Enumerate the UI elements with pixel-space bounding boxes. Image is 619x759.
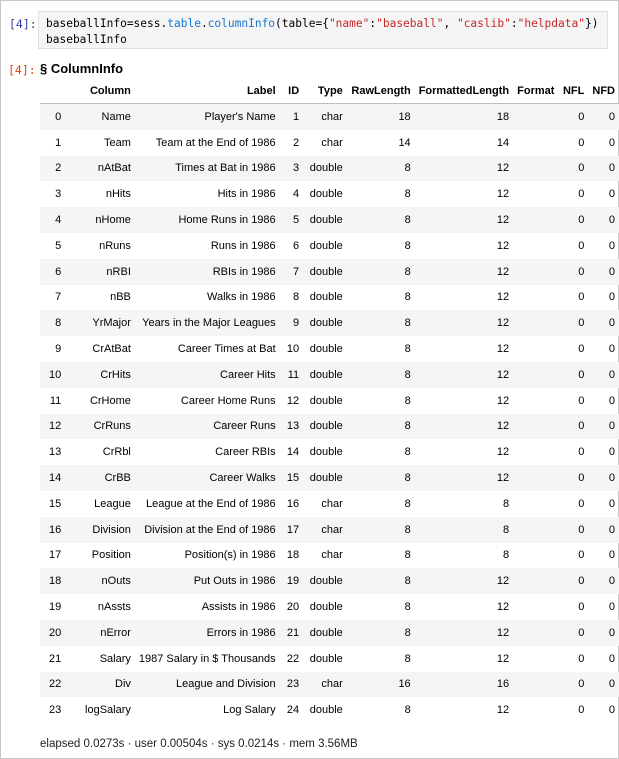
table-cell: 8: [404, 291, 411, 304]
table-cell: [513, 697, 558, 723]
table-cell: 8: [293, 291, 300, 304]
column-header: [40, 79, 65, 104]
table-cell: 13: [280, 414, 304, 440]
table-row: [40, 620, 619, 646]
table-cell: 12: [415, 414, 513, 440]
table-cell: 0: [588, 310, 619, 336]
table-cell: 0: [588, 362, 619, 388]
table-cell: nHits: [105, 188, 131, 201]
table-cell: 0: [588, 465, 619, 491]
table-cell: 17: [280, 517, 304, 543]
table-cell: 8: [347, 156, 415, 182]
table-cell: League and Division: [135, 672, 280, 698]
table-cell: 0: [578, 446, 585, 459]
table-cell: 23: [49, 704, 62, 717]
table-row: [40, 336, 619, 362]
table-row: [40, 543, 619, 569]
table-row: [40, 130, 619, 156]
table-cell: Position: [91, 549, 131, 562]
column-header: NFL: [558, 79, 588, 104]
table-cell: 5: [280, 207, 304, 233]
table-cell: League: [94, 497, 131, 510]
table-cell: [513, 130, 558, 156]
table-cell: 0: [608, 136, 615, 149]
table-cell: 0: [588, 414, 619, 440]
table-cell: char: [303, 517, 347, 543]
table-cell: double: [309, 394, 343, 407]
table-cell: 3: [55, 188, 62, 201]
table-cell: [513, 181, 558, 207]
table-body: [40, 104, 619, 724]
table-cell: 7: [280, 259, 304, 285]
table-cell: 8: [404, 446, 411, 459]
table-cell: 0: [588, 517, 619, 543]
code-line-2: baseballInfo: [46, 33, 127, 46]
code-cell[interactable]: [38, 11, 608, 49]
table-cell: 12: [496, 704, 510, 717]
table-cell: logSalary: [85, 704, 131, 717]
table-cell: double: [309, 343, 343, 356]
table-cell: 14: [496, 136, 510, 149]
table-row: [40, 310, 619, 336]
table-cell: double: [303, 207, 347, 233]
table-cell: 12: [496, 601, 510, 614]
table-cell: [513, 620, 558, 646]
table-cell: double: [303, 414, 347, 440]
table-cell: RBIs in 1986: [135, 259, 280, 285]
table-cell: 8: [404, 601, 411, 614]
code-token: baseballInfo=sess.: [46, 17, 168, 30]
table-cell: 8: [347, 568, 415, 594]
table-cell: Division at the End of 1986: [135, 517, 280, 543]
table-cell: 8: [404, 394, 411, 407]
table-cell: 12: [415, 156, 513, 182]
table-cell: 0: [578, 394, 585, 407]
table-cell: 0: [608, 188, 615, 201]
table-cell: double: [303, 568, 347, 594]
table-cell: nOuts: [65, 568, 135, 594]
table-cell: 12: [286, 394, 300, 407]
table-cell: 23: [280, 672, 304, 698]
table-cell: 0: [578, 239, 585, 252]
table-cell: 8: [503, 549, 510, 562]
table-cell: 0: [558, 362, 588, 388]
table-cell: 16: [347, 672, 415, 698]
table-cell: 8: [415, 517, 513, 543]
table-cell: 19: [49, 601, 62, 614]
table-cell: 0: [608, 394, 615, 407]
table-cell: 0: [558, 620, 588, 646]
table-cell: 12: [496, 394, 510, 407]
table-cell: 18: [415, 104, 513, 130]
table-cell: 12: [496, 239, 510, 252]
table-cell: double: [309, 239, 343, 252]
table-cell: CrRuns: [65, 414, 135, 440]
table-cell: [513, 233, 558, 259]
table-cell: 0: [558, 259, 588, 285]
table-cell: 8: [347, 517, 415, 543]
code-token: "name": [328, 17, 370, 30]
table-cell: double: [309, 704, 343, 717]
table-cell: double: [303, 620, 347, 646]
table-cell: [513, 672, 558, 698]
table-cell: 0: [608, 239, 615, 252]
table-cell: 8: [503, 497, 510, 510]
table-cell: 0: [608, 497, 615, 510]
table-cell: 13: [49, 446, 62, 459]
table-cell: 12: [496, 652, 510, 665]
table-cell: [513, 568, 558, 594]
table-cell: 16: [415, 672, 513, 698]
table-cell: [513, 362, 558, 388]
column-header: Type: [303, 79, 347, 104]
table-cell: char: [321, 497, 343, 510]
table-cell: [513, 517, 558, 543]
table-cell: 1: [55, 136, 62, 149]
table-cell: Career Runs: [135, 414, 280, 440]
code-line-1: [46, 17, 598, 30]
table-cell: 0: [588, 207, 619, 233]
table-cell: 8: [404, 343, 411, 356]
table-cell: 0: [578, 343, 585, 356]
table-cell: Errors in 1986: [135, 620, 280, 646]
table-row: [40, 672, 619, 698]
table-cell: 0: [558, 517, 588, 543]
column-header: Label: [135, 79, 280, 104]
table-cell: Career RBIs: [215, 446, 276, 459]
table-cell: 0: [578, 704, 585, 717]
table-cell: [513, 414, 558, 440]
table-cell: 8: [404, 188, 411, 201]
table-cell: CrHits: [65, 362, 135, 388]
table-cell: nRBI: [65, 259, 135, 285]
table-cell: 0: [578, 188, 585, 201]
table-cell: 8: [347, 465, 415, 491]
table-cell: 0: [40, 104, 65, 130]
table-row: [40, 285, 619, 311]
table-cell: double: [309, 601, 343, 614]
table-cell: double: [309, 188, 343, 201]
table-cell: Division: [65, 517, 135, 543]
table-cell: 8: [404, 652, 411, 665]
table-cell: 8: [404, 549, 411, 562]
table-cell: Position(s) in 1986: [184, 549, 276, 562]
table-cell: 8: [347, 362, 415, 388]
table-row: [40, 414, 619, 440]
table-cell: Team: [103, 136, 131, 149]
table-cell: CrHome: [89, 394, 131, 407]
table-cell: 9: [280, 310, 304, 336]
table-cell: 4: [40, 207, 65, 233]
table-cell: 0: [558, 414, 588, 440]
table-cell: CrRbl: [102, 446, 131, 459]
table-cell: 22: [286, 652, 300, 665]
table-cell: 18: [286, 549, 300, 562]
table-cell: Name: [65, 104, 135, 130]
table-cell: 3: [280, 156, 304, 182]
table-cell: 0: [588, 568, 619, 594]
code-token: }): [584, 17, 599, 30]
code-token: :: [510, 17, 518, 30]
table-cell: double: [303, 465, 347, 491]
input-prompt: [4]:: [9, 17, 37, 31]
table-cell: [513, 491, 558, 517]
column-header: NFD: [588, 79, 619, 104]
table-cell: 20: [286, 601, 300, 614]
table-cell: 6: [293, 239, 300, 252]
table-cell: double: [303, 310, 347, 336]
table-cell: [513, 156, 558, 182]
table-cell: 0: [608, 601, 615, 614]
table-cell: 8: [347, 207, 415, 233]
table-cell: 2: [293, 136, 300, 149]
table-cell: [513, 336, 558, 362]
table-cell: CrAtBat: [92, 343, 131, 356]
table-cell: nHome: [65, 207, 135, 233]
table-cell: 14: [398, 136, 411, 149]
table-cell: 12: [415, 568, 513, 594]
table-cell: 9: [55, 343, 62, 356]
table-cell: 12: [40, 414, 65, 440]
table-row: [40, 697, 619, 723]
table-cell: 0: [608, 652, 615, 665]
table-cell: 14: [286, 446, 300, 459]
table-cell: Assists in 1986: [201, 601, 276, 614]
table-cell: 0: [578, 497, 585, 510]
table-cell: 0: [578, 652, 585, 665]
table-row: [40, 104, 619, 130]
table-cell: YrMajor: [65, 310, 135, 336]
table-cell: Career Walks: [135, 465, 280, 491]
table-row: [40, 439, 619, 465]
table-cell: Times at Bat in 1986: [135, 156, 280, 182]
table-cell: 14: [40, 465, 65, 491]
table-cell: Div: [65, 672, 135, 698]
code-token: ,: [443, 17, 457, 30]
table-cell: char: [321, 136, 343, 149]
table-row: [40, 517, 619, 543]
table-row: [40, 207, 619, 233]
table-row: [40, 362, 619, 388]
table-cell: 0: [578, 136, 585, 149]
table-cell: 12: [415, 465, 513, 491]
table-cell: Put Outs in 1986: [135, 568, 280, 594]
columninfo-table: [40, 79, 619, 723]
table-cell: 12: [415, 362, 513, 388]
table-cell: 15: [280, 465, 304, 491]
table-cell: Career Times at Bat: [177, 343, 276, 356]
table-cell: League at the End of 1986: [146, 497, 276, 510]
table-cell: 8: [347, 310, 415, 336]
table-cell: 19: [280, 568, 304, 594]
timing-footer: elapsed 0.0273s · user 0.00504s · sys 0.0214s · mem 3.56MB: [40, 738, 358, 750]
code-token: .: [200, 17, 208, 30]
table-cell: Walks in 1986: [206, 291, 276, 304]
table-cell: Career Hits: [135, 362, 280, 388]
table-cell: double: [309, 291, 343, 304]
table-row: [40, 233, 619, 259]
table-cell: 0: [578, 291, 585, 304]
output-prompt: [4]:: [8, 63, 36, 77]
table-cell: 0: [558, 672, 588, 698]
table-cell: 0: [558, 207, 588, 233]
table-row: [40, 568, 619, 594]
table-cell: 15: [49, 497, 62, 510]
table-cell: 0: [558, 156, 588, 182]
table-cell: char: [303, 672, 347, 698]
table-cell: 21: [280, 620, 304, 646]
table-cell: [513, 646, 558, 672]
table-cell: [513, 543, 558, 569]
table-cell: Salary: [99, 652, 131, 665]
output-title: § ColumnInfo: [40, 61, 124, 76]
table-cell: 0: [608, 549, 615, 562]
table-cell: 8: [347, 414, 415, 440]
table-row: [40, 181, 619, 207]
table-cell: 16: [286, 497, 300, 510]
table-row: [40, 594, 619, 620]
table-cell: [513, 104, 558, 130]
table-cell: 8: [40, 310, 65, 336]
table-cell: char: [321, 549, 343, 562]
column-header: FormattedLength: [415, 79, 513, 104]
table-cell: Home Runs in 1986: [135, 207, 280, 233]
table-cell: 0: [558, 465, 588, 491]
table-cell: 0: [608, 704, 615, 717]
table-cell: 0: [578, 601, 585, 614]
table-cell: Career Home Runs: [180, 394, 276, 407]
table-row: [40, 646, 619, 672]
table-cell: Player's Name: [135, 104, 280, 130]
table-cell: 22: [40, 672, 65, 698]
column-header: ID: [280, 79, 304, 104]
table-cell: 0: [578, 549, 585, 562]
table-cell: [513, 259, 558, 285]
table-cell: 12: [496, 446, 510, 459]
table-cell: double: [303, 259, 347, 285]
code-token: table: [167, 17, 201, 30]
table-cell: 20: [40, 620, 65, 646]
table-cell: nError: [65, 620, 135, 646]
table-cell: 6: [40, 259, 65, 285]
table-cell: [513, 285, 558, 311]
table-cell: nRuns: [99, 239, 131, 252]
table-cell: 8: [347, 259, 415, 285]
table-cell: double: [309, 652, 343, 665]
table-cell: 0: [588, 620, 619, 646]
table-cell: 7: [55, 291, 62, 304]
code-token: "baseball": [376, 17, 444, 30]
table-cell: nBB: [110, 291, 131, 304]
table-cell: Log Salary: [223, 704, 276, 717]
code-token: (table={: [275, 17, 329, 30]
table-cell: 11: [49, 394, 62, 407]
table-row: [40, 259, 619, 285]
table-cell: 0: [608, 446, 615, 459]
table-cell: 17: [49, 549, 62, 562]
table-cell: 0: [588, 104, 619, 130]
table-cell: 10: [286, 343, 300, 356]
table-cell: Hits in 1986: [217, 188, 276, 201]
table-cell: 8: [404, 239, 411, 252]
code-token: columnInfo: [207, 17, 276, 30]
table-cell: Team at the End of 1986: [155, 136, 276, 149]
table-cell: double: [303, 156, 347, 182]
table-cell: 8: [404, 704, 411, 717]
table-row: [40, 156, 619, 182]
table-cell: Runs in 1986: [210, 239, 276, 252]
table-cell: 2: [40, 156, 65, 182]
table-cell: 0: [588, 259, 619, 285]
table-cell: 0: [558, 310, 588, 336]
table-cell: nAtBat: [65, 156, 135, 182]
table-cell: 12: [415, 259, 513, 285]
column-header: RawLength: [347, 79, 415, 104]
table-cell: 0: [588, 672, 619, 698]
table-cell: 8: [347, 620, 415, 646]
table-cell: [513, 465, 558, 491]
column-header: Column: [65, 79, 135, 104]
table-cell: 0: [588, 156, 619, 182]
table-cell: 8: [404, 497, 411, 510]
table-cell: 18: [40, 568, 65, 594]
code-token: "helpdata": [517, 17, 585, 30]
table-cell: double: [309, 446, 343, 459]
table-cell: double: [303, 362, 347, 388]
table-cell: [513, 207, 558, 233]
table-cell: 12: [496, 291, 510, 304]
table-cell: [513, 388, 558, 414]
table-cell: [513, 310, 558, 336]
table-cell: 16: [40, 517, 65, 543]
code-token: :: [369, 17, 377, 30]
table-cell: 0: [608, 343, 615, 356]
table-cell: char: [303, 104, 347, 130]
table-cell: Years in the Major Leagues: [135, 310, 280, 336]
table-row: [40, 465, 619, 491]
table-cell: 1: [280, 104, 304, 130]
table-row: [40, 491, 619, 517]
table-cell: 12: [496, 343, 510, 356]
table-header-row: [40, 79, 619, 104]
column-header: Format: [513, 79, 558, 104]
table-cell: 12: [415, 207, 513, 233]
table-cell: 0: [608, 291, 615, 304]
table-cell: 18: [347, 104, 415, 130]
table-cell: 5: [55, 239, 62, 252]
table-cell: [513, 439, 558, 465]
table-cell: 1987 Salary in $ Thousands: [138, 652, 276, 665]
table-cell: 12: [496, 188, 510, 201]
table-row: [40, 388, 619, 414]
table-cell: 0: [558, 568, 588, 594]
table-cell: 24: [286, 704, 300, 717]
table-cell: 10: [40, 362, 65, 388]
table-cell: [513, 594, 558, 620]
table-cell: 12: [415, 620, 513, 646]
table-cell: 21: [49, 652, 62, 665]
table-cell: 0: [558, 104, 588, 130]
table-cell: 4: [293, 188, 300, 201]
table-cell: 12: [415, 310, 513, 336]
table-cell: 11: [280, 362, 304, 388]
code-token: "caslib": [456, 17, 511, 30]
table-cell: nAssts: [97, 601, 131, 614]
table-cell: CrBB: [65, 465, 135, 491]
